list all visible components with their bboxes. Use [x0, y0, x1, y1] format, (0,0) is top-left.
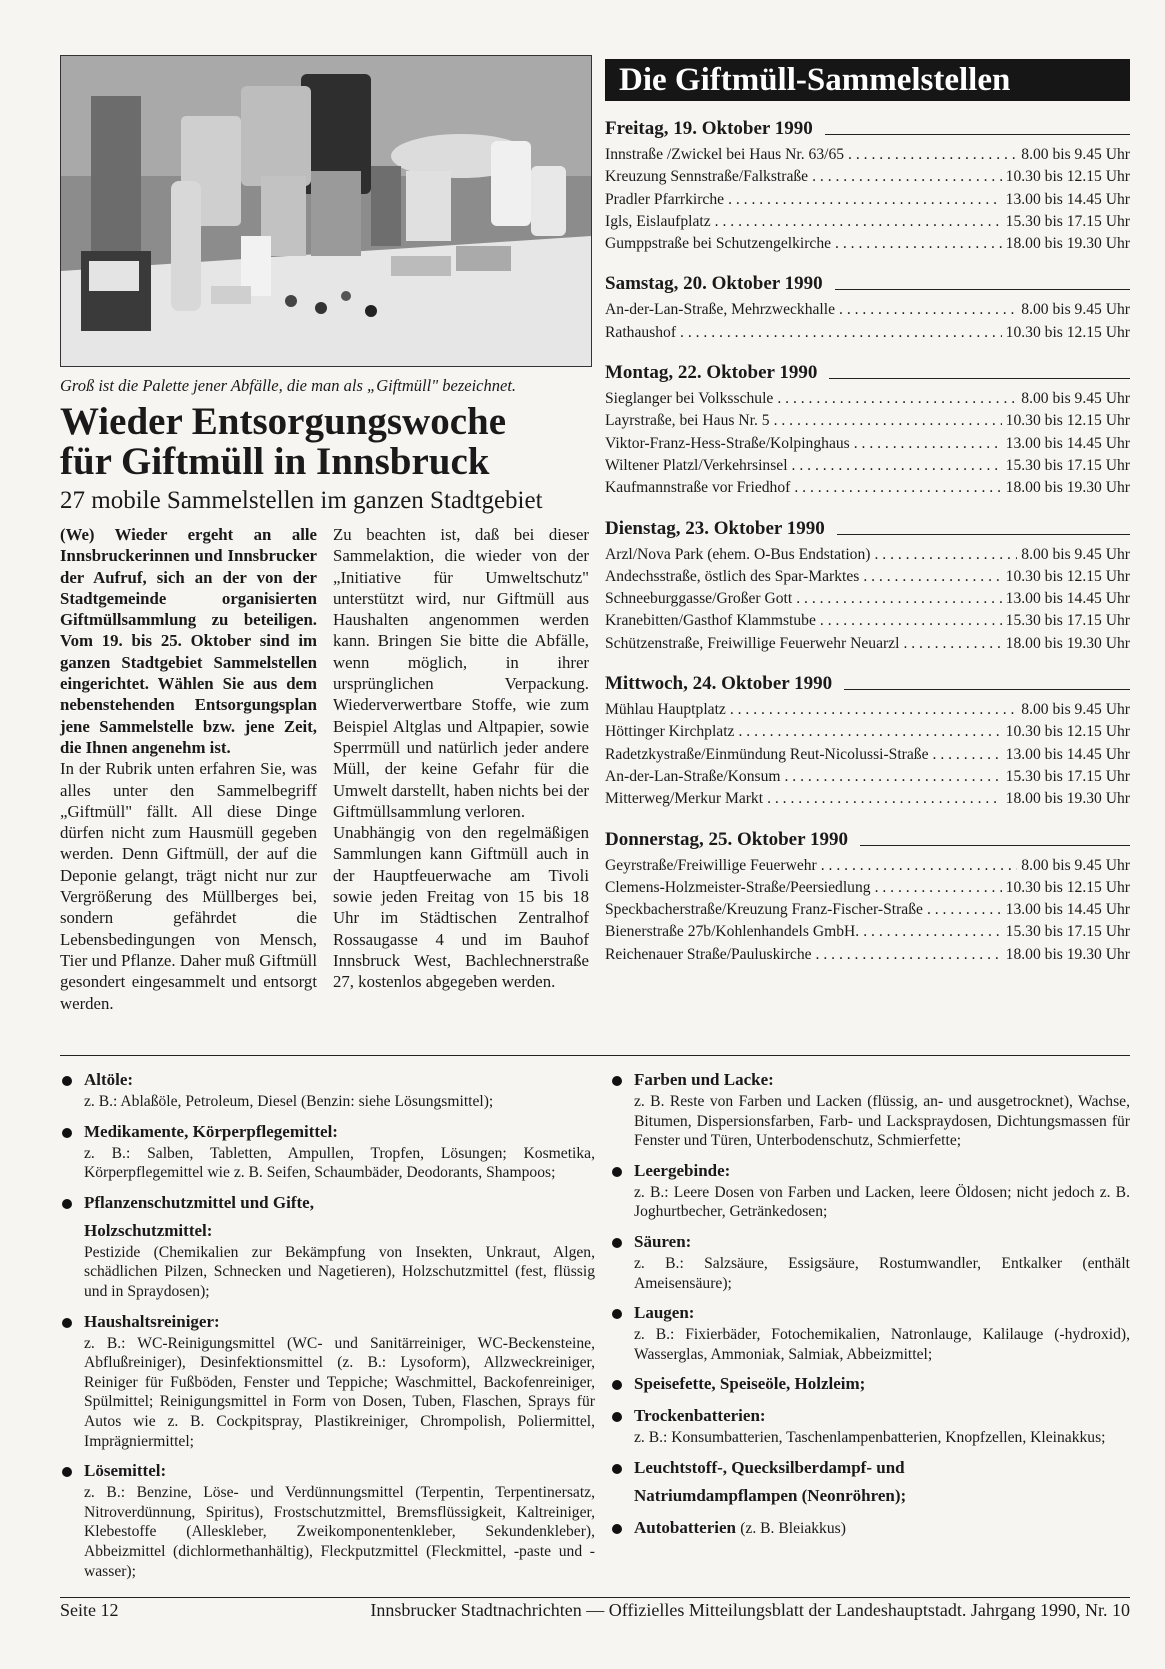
schedule-location: Layrstraße, bei Haus Nr. 5 [605, 412, 770, 430]
page-footer [60, 1600, 1130, 1621]
schedule-day-heading [605, 829, 1130, 851]
schedule-location: Innstraße /Zwickel bei Haus Nr. 63/65 [605, 146, 845, 163]
schedule-location: Pradler Pfarrkirche [605, 190, 725, 208]
waste-category-title [634, 1230, 1130, 1254]
leader-dots [933, 744, 1002, 766]
bullet-icon [612, 1167, 622, 1177]
leader-dots [927, 899, 1002, 921]
schedule-entry [605, 433, 1130, 455]
leader-dots [812, 166, 1002, 188]
bullet-icon [62, 1128, 72, 1138]
schedule-day-heading [605, 518, 1130, 540]
leader-dots [874, 544, 1017, 566]
schedule-location: Andechsstraße, östlich des Spar-Marktes [605, 567, 860, 585]
waste-category-name: Pflanzenschutzmittel und Gifte, [84, 1192, 314, 1212]
schedule-list [605, 104, 1130, 966]
leader-dots [816, 944, 1002, 966]
schedule-day-label: Dienstag, 23. Oktober 1990 [605, 517, 825, 539]
bullet-icon [612, 1238, 622, 1248]
schedule-entry [605, 633, 1130, 655]
waste-category [610, 1301, 1130, 1364]
schedule-day-heading [605, 673, 1130, 695]
waste-category-title [634, 1516, 1130, 1541]
bullet-icon [612, 1076, 622, 1086]
bullet-icon [62, 1318, 72, 1328]
schedule-day-heading [605, 362, 1130, 384]
bullet-icon [612, 1309, 622, 1319]
waste-category-description: z. B.: Salben, Tabletten, Ampullen, Tropfen, Lösungen; Kosmetika, Körperpflegemittel wie z. B. Seifen, Schaumbäder, Deodorants, Shampoos; [84, 1144, 595, 1182]
schedule-time: 8.00 bis 9.45 Uhr [1021, 856, 1130, 874]
schedule-entry [605, 788, 1130, 810]
schedule-location: Gumppstraße bei Schutzengelkirche [605, 235, 832, 253]
schedule-time: 18.00 bis 19.30 Uhr [1005, 235, 1130, 253]
leader-dots [863, 566, 1001, 588]
leader-dots [848, 144, 1017, 166]
schedule-day-rule [837, 534, 1130, 535]
schedule-time: 13.00 bis 14.45 Uhr [1005, 590, 1130, 608]
article-column-1 [60, 524, 317, 1014]
waste-category-title [634, 1068, 1130, 1092]
leader-dots [792, 455, 1002, 477]
bullet-icon [612, 1380, 622, 1390]
schedule-entry [605, 855, 1130, 877]
schedule-day-heading [605, 118, 1130, 140]
schedule-location: Kreuzung Sennstraße/Falkstraße [605, 168, 809, 186]
waste-category-title [634, 1301, 1130, 1325]
waste-category-title [84, 1191, 595, 1215]
footer-rule [60, 1597, 1130, 1598]
page-number: Seite 12 [60, 1600, 119, 1620]
article-subheadline: 27 mobile Sammelstellen im ganzen Stadtgebiet [60, 487, 543, 514]
waste-category-name: Laugen: [634, 1303, 695, 1323]
bullet-icon [612, 1464, 622, 1474]
schedule-location: Kaufmannstraße vor Friedhof [605, 479, 791, 497]
waste-category-title [84, 1310, 595, 1334]
waste-category [60, 1068, 595, 1112]
schedule-location: Mühlau Hauptplatz [605, 701, 726, 719]
schedule-location: Clemens-Holzmeister-Straße/Peersiedlung [605, 878, 871, 896]
schedule-location: Schneeburggasse/Großer Gott [605, 590, 793, 608]
waste-category-name: Autobatterien [634, 1517, 736, 1537]
schedule-location: Kranebitten/Gasthof Klammstube [605, 612, 816, 630]
schedule-time: 18.00 bis 19.30 Uhr [1005, 479, 1130, 497]
waste-category [60, 1310, 595, 1452]
waste-category [610, 1456, 1130, 1508]
schedule-time: 15.30 bis 17.15 Uhr [1005, 212, 1130, 230]
schedule-time: 10.30 bis 12.15 Uhr [1005, 412, 1130, 430]
waste-category [610, 1516, 1130, 1541]
schedule-entry [605, 233, 1130, 255]
schedule-entry [605, 877, 1130, 899]
bullet-icon [612, 1524, 622, 1534]
schedule-day-label: Samstag, 20. Oktober 1990 [605, 273, 823, 295]
waste-category-title [634, 1404, 1130, 1428]
leader-dots [774, 410, 1002, 432]
schedule-time: 15.30 bis 17.15 Uhr [1005, 612, 1130, 630]
headline-line-2: für Giftmüll in Innsbruck [60, 440, 490, 483]
schedule-time: 8.00 bis 9.45 Uhr [1021, 301, 1130, 319]
schedule-time: 13.00 bis 14.45 Uhr [1005, 745, 1130, 763]
waste-category-name: Leergebinde: [634, 1160, 731, 1180]
schedule-location: Höttinger Kirchplatz [605, 723, 735, 741]
waste-category-name: Medikamente, Körperpflegemittel: [84, 1121, 338, 1141]
waste-category-title [634, 1372, 1130, 1396]
waste-category-description: z. B.: Fixierbäder, Fotochemikalien, Natronlauge, Kalilauge (-hydroxid), Wasserglas, Ammoniak, Salmiak, Abbeizmittel; [634, 1326, 1130, 1363]
schedule-day-rule [829, 378, 1130, 379]
schedule-entry [605, 189, 1130, 211]
schedule-location: Viktor-Franz-Hess-Straße/Kolpinghaus [605, 434, 850, 452]
waste-category-description: z. B.: Salzsäure, Essigsäure, Rostumwandler, Entkalker (enthält Ameisensäure); [634, 1254, 1130, 1292]
waste-category-description: Pestizide (Chemikalien zur Bekämpfung von Insekten, Unkraut, Algen, schädlichen Pilzen, Schnecken und Nagetieren), Holzschutzmittel (fest, flüssig und in Spraydosen); [84, 1243, 595, 1300]
waste-category-description: z. B.: WC-Reinigungsmittel (WC- und Sanitärreiniger, WC-Beckensteine, Abflußreiniger), Desinfektionsmittel (z. B.: Lysoform), Allzweckreiniger, Reiniger für Fußböden, Fenster und Teppiche; Waschmittel, Backofenreiniger, Spülmittel; Reinigungsmittel in Form von Dosen, Tuben, Flaschen, Sprays für Autos wie z. B. Cockpitspray, Plastikreiniger, Chrompolish, Poliermittel, Imprägniermittel; [84, 1334, 595, 1450]
schedule-location: Rathaushof [605, 323, 677, 341]
bullet-icon [62, 1199, 72, 1209]
waste-category-description: z. B.: Konsumbatterien, Taschenlampenbatterien, Knopfzellen, Kleinakkus; [634, 1429, 1106, 1447]
waste-category-name: Trockenbatterien: [634, 1406, 766, 1426]
leader-dots [680, 322, 1002, 344]
waste-category-name: Farben und Lacke: [634, 1070, 774, 1089]
schedule-time: 15.30 bis 17.15 Uhr [1005, 923, 1130, 941]
waste-list-left [60, 1068, 595, 1589]
waste-category [610, 1372, 1130, 1396]
schedule-location: An-der-Lan-Straße, Mehrzweckhalle [605, 301, 836, 319]
bullet-icon [62, 1467, 72, 1477]
waste-category [610, 1159, 1130, 1222]
leader-dots [820, 610, 1002, 632]
leader-dots [854, 433, 1002, 455]
waste-category-name: Lösemittel: [84, 1461, 167, 1481]
schedule-day-label: Donnerstag, 25. Oktober 1990 [605, 828, 848, 850]
waste-category [60, 1191, 595, 1302]
schedule-title: Die Giftmüll-Sammelstellen [605, 59, 1130, 101]
schedule-time: 8.00 bis 9.45 Uhr [1021, 390, 1130, 408]
photo-caption: Groß ist die Palette jener Abfälle, die man als „Giftmüll" bezeichnet. [60, 376, 517, 395]
waste-category-title [84, 1120, 595, 1144]
article-paragraph: In der Rubrik unten erfahren Sie, was alles unter den Sammelbegriff „Giftmüll" fällt. All diese Dinge dürfen nicht zum Hausmüll gegeben werden. Denn Giftmüll, der auf die Deponie gelangt, trägt nicht nur zur Vergrößerung des Müllberges bei, sondern gefährdet die Lebensbedingungen von Mensch, Tier und Pflanze. Daher muß Giftmüll gesondert eingesammelt und entsorgt werden. [60, 759, 317, 1013]
schedule-entry [605, 610, 1130, 632]
schedule-time: 10.30 bis 12.15 Uhr [1005, 567, 1130, 585]
waste-category-title [84, 1459, 595, 1483]
schedule-time: 10.30 bis 12.15 Uhr [1005, 878, 1130, 896]
publication-line: Innsbrucker Stadtnachrichten — Offizielles Mitteilungsblatt der Landeshauptstadt. Jahrgang 1990, Nr. 10 [370, 1600, 1130, 1620]
schedule-entry [605, 744, 1130, 766]
waste-category-name: Säuren: [634, 1231, 692, 1251]
leader-dots [903, 633, 1001, 655]
headline-line-1: Wieder Entsorgungswoche [60, 400, 507, 443]
waste-category-name: Leuchtstoff-, Quecksilberdampf- und [634, 1457, 905, 1477]
schedule-day-rule [844, 689, 1130, 690]
bullet-icon [612, 1412, 622, 1422]
schedule-entry [605, 944, 1130, 966]
schedule-time: 10.30 bis 12.15 Uhr [1005, 723, 1130, 741]
waste-category-description: z. B. Reste von Farben und Lacken (flüssig, an- und ausgetrocknet), Wachse, Bitumen, Dispersionsfarben, Farb- und Lackspraydosen, Dichtungsmassen für Fenster und Türen, Unterbodenschutz, Schmierfette; [634, 1093, 1130, 1150]
schedule-entry [605, 544, 1130, 566]
waste-category-title-cont: Natriumdampflampen (Neonröhren); [634, 1485, 907, 1505]
article-paragraph: Zu beachten ist, daß bei dieser Sammelaktion, die wieder von der „Initiative für Umweltschutz" unterstützt wird, nur Giftmüll aus Haushalten angenommen werden kann. Bringen Sie bitte die Abfälle, wenn möglich, in ihrer ursprünglichen Verpackung. Wiederverwertbare Stoffe, wie zum Beispiel Altglas und Altpapier, sowie Sperrmüll und natürlich jeder andere Müll, der keine Gefahr für die Umwelt darstellt, haben nichts bei der Giftmüllsammlung verloren. [333, 525, 589, 821]
article-paragraph: Unabhängig von den regelmäßigen Sammlungen kann Giftmüll auch in der Hauptfeuerwache am Tivoli sowie jeden Freitag von 15 bis 18 Uhr im Städtischen Zentralhof Rossaugasse 4 und im Bauhof Innsbruck West, Bachlechnerstraße 27, kostenlos abgegeben werden. [333, 823, 589, 992]
schedule-location: An-der-Lan-Straße/Konsum [605, 767, 781, 785]
schedule-entry [605, 566, 1130, 588]
schedule-time: 18.00 bis 19.30 Uhr [1005, 790, 1130, 808]
leader-dots [785, 766, 1002, 788]
schedule-time: 8.00 bis 9.45 Uhr [1021, 146, 1130, 163]
schedule-time: 15.30 bis 17.15 Uhr [1005, 767, 1130, 785]
schedule-time: 10.30 bis 12.15 Uhr [1005, 168, 1130, 186]
schedule-day-rule [825, 134, 1130, 135]
waste-category-name: Altöle: [84, 1070, 134, 1089]
leader-dots [821, 855, 1018, 877]
waste-category-title [634, 1456, 1130, 1480]
waste-category [60, 1120, 595, 1183]
leader-dots [777, 388, 1017, 410]
schedule-location: Radetzkystraße/Einmündung Reut-Nicolussi-Straße [605, 745, 929, 763]
schedule-entry [605, 899, 1130, 921]
schedule-location: Igls, Eislaufplatz [605, 212, 711, 230]
leader-dots [796, 588, 1001, 610]
waste-category [610, 1404, 1130, 1448]
schedule-time: 13.00 bis 14.45 Uhr [1005, 901, 1130, 919]
leader-dots [728, 189, 1002, 211]
article-lead: (We) Wieder ergeht an alle Innsbruckerinnen und Innsbrucker der Aufruf, sich an der von der Stadtgemeinde organisierten Giftmüllsammlung zu beteiligen. Vom 19. bis 25. Oktober sind im ganzen Stadtgebiet Sammelstellen eingerichtet. Wählen Sie aus dem nebenstehenden Entsorgungsplan jene Sammelstelle bzw. jene Zeit, die Ihnen angenehm ist. [60, 525, 317, 757]
schedule-entry [605, 766, 1130, 788]
schedule-day-heading [605, 273, 1130, 295]
waste-category-description: z. B.: Leere Dosen von Farben und Lacken, leere Öldosen; nicht jedoch z. B. Joghurtbecher, Getränkedosen; [634, 1183, 1130, 1221]
schedule-entry [605, 166, 1130, 188]
schedule-entry [605, 322, 1130, 344]
waste-list-right [610, 1068, 1130, 1549]
schedule-entry [605, 721, 1130, 743]
schedule-time: 10.30 bis 12.15 Uhr [1005, 323, 1130, 341]
leader-dots [839, 299, 1017, 321]
waste-category-example: (z. B. Bleiakkus) [740, 1519, 846, 1537]
article-photo [60, 55, 592, 367]
schedule-location: Reichenauer Straße/Pauluskirche [605, 945, 812, 963]
bullet-icon [62, 1076, 72, 1086]
waste-category [610, 1068, 1130, 1151]
schedule-day-label: Montag, 22. Oktober 1990 [605, 362, 818, 384]
waste-category-name: Haushaltsreiniger: [84, 1311, 220, 1331]
schedule-day-rule [860, 845, 1130, 846]
schedule-entry [605, 144, 1130, 166]
article-headline [60, 402, 620, 482]
schedule-location: Bienerstraße 27b/Kohlenhandels GmbH. [605, 923, 860, 941]
leader-dots [875, 877, 1002, 899]
waste-category-description: z. B.: Ablaßöle, Petroleum, Diesel (Benzin: siehe Lösungsmittel); [84, 1093, 494, 1110]
leader-dots [794, 477, 1001, 499]
waste-category-title [84, 1068, 595, 1092]
article-column-2 [333, 524, 589, 993]
schedule-entry [605, 299, 1130, 321]
schedule-entry [605, 699, 1130, 721]
schedule-day-label: Freitag, 19. Oktober 1990 [605, 118, 813, 139]
schedule-time: 13.00 bis 14.45 Uhr [1005, 190, 1130, 208]
schedule-entry [605, 211, 1130, 233]
schedule-location: Wiltener Platzl/Verkehrsinsel [605, 456, 788, 474]
schedule-time: 13.00 bis 14.45 Uhr [1005, 434, 1130, 452]
leader-dots [767, 788, 1002, 810]
schedule-location: Schützenstraße, Freiwillige Feuerwehr Neuarzl [605, 634, 900, 652]
schedule-time: 18.00 bis 19.30 Uhr [1005, 945, 1130, 963]
section-divider [60, 1055, 1130, 1056]
schedule-entry [605, 921, 1130, 943]
waste-category-name: Speisefette, Speiseöle, Holzleim; [634, 1374, 866, 1394]
schedule-entry [605, 455, 1130, 477]
schedule-location: Speckbacherstraße/Kreuzung Franz-Fischer-Straße [605, 901, 923, 919]
schedule-time: 15.30 bis 17.15 Uhr [1005, 456, 1130, 474]
waste-category [610, 1230, 1130, 1293]
waste-category-title-cont: Holzschutzmittel: [84, 1220, 213, 1240]
schedule-time: 8.00 bis 9.45 Uhr [1021, 701, 1130, 719]
leader-dots [738, 721, 1001, 743]
leader-dots [715, 211, 1002, 233]
schedule-location: Geyrstraße/Freiwillige Feuerwehr [605, 856, 817, 874]
schedule-day-label: Mittwoch, 24. Oktober 1990 [605, 673, 833, 695]
leader-dots [835, 233, 1002, 255]
schedule-time: 8.00 bis 9.45 Uhr [1021, 545, 1130, 563]
schedule-entry [605, 477, 1130, 499]
schedule-entry [605, 388, 1130, 410]
schedule-entry [605, 410, 1130, 432]
waste-category-description: z. B.: Benzine, Löse- und Verdünnungsmittel (Terpentin, Terpentinersatz, Nitroverdünnung, Spiritus), Frostschutzmittel, Bremsflüssigkeit, Kaltreiniger, Klebestoffe (Alleskleber, Zweikomponentenkleber, Sekundenkleber), Abbeizmittel (dichlormethanhältig), Fleckputzmittel (Fleckmittel, -paste und -wasser); [84, 1484, 595, 1580]
waste-category-title [634, 1159, 1130, 1183]
schedule-location: Arzl/Nova Park (ehem. O-Bus Endstation) [605, 545, 871, 563]
schedule-day-rule [835, 289, 1130, 290]
schedule-entry [605, 588, 1130, 610]
schedule-time: 18.00 bis 19.30 Uhr [1005, 634, 1130, 652]
leader-dots [863, 921, 1001, 943]
schedule-location: Sieglanger bei Volksschule [605, 390, 774, 408]
schedule-location: Mitterweg/Merkur Markt [605, 790, 764, 808]
leader-dots [730, 699, 1017, 721]
waste-category [60, 1459, 595, 1581]
